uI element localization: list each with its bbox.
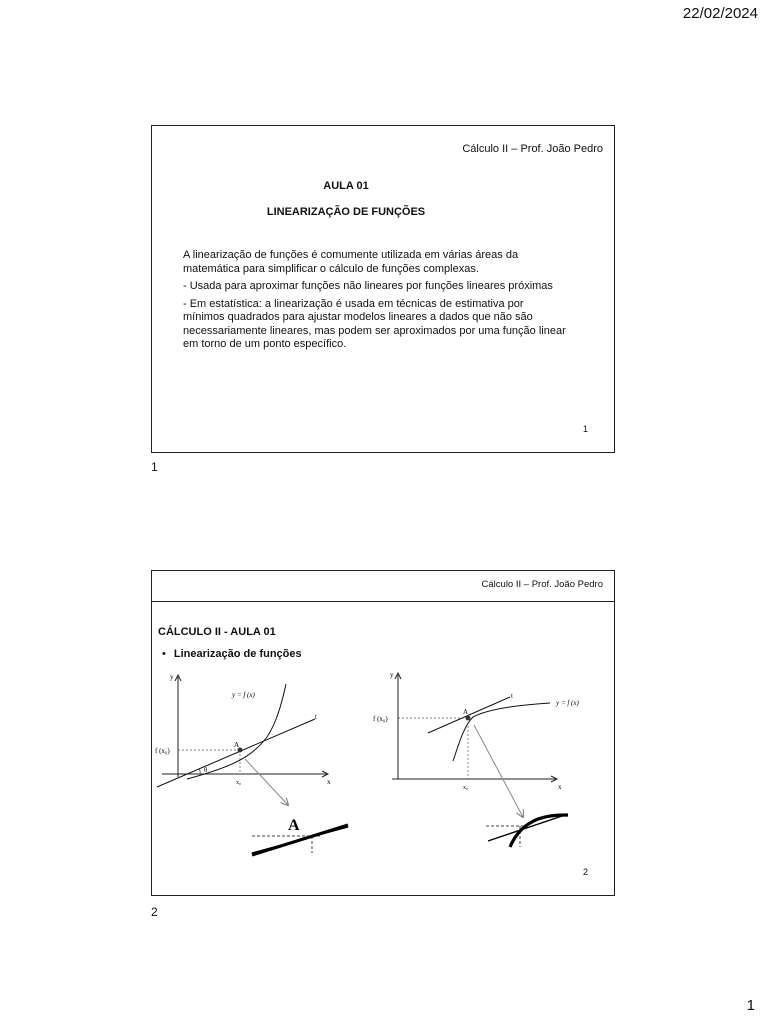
x0-label: x₀ bbox=[236, 780, 242, 786]
slide-subtitle: LINEARIZAÇÃO DE FUNÇÕES bbox=[266, 206, 426, 218]
y-axis-label: y bbox=[390, 671, 394, 679]
zoom-tangent bbox=[488, 814, 568, 841]
slide-title: AULA 01 bbox=[323, 180, 369, 192]
slide-header: Cálculo II – Prof. João Pedro bbox=[462, 143, 603, 155]
bullet-dot: • bbox=[162, 648, 166, 660]
paragraph-statistics: - Em estatística: a linearização é usada em técnicas de estimativa por mínimos quadrados para ajustar modelos lineares a dados que não são necessariamente lineares, mas podem ser aproximados por uma função linear em torno de um ponto específico. bbox=[183, 297, 566, 350]
fx-label: f (x₀) bbox=[373, 715, 388, 723]
bullet-item bbox=[162, 648, 302, 660]
slide-caption-2: 2 bbox=[151, 905, 158, 919]
x-axis-label: x bbox=[327, 778, 331, 786]
tangent-line bbox=[157, 719, 315, 787]
tangent-label: t bbox=[315, 713, 317, 721]
point-a-label: A bbox=[234, 741, 240, 749]
slide-title: CÁLCULO II - AULA 01 bbox=[158, 626, 276, 638]
slide-caption-1: 1 bbox=[151, 460, 158, 474]
fx-label: f (x₀) bbox=[155, 747, 170, 755]
curve-label: y = f (x) bbox=[556, 699, 579, 707]
figure-tangent-convex bbox=[152, 667, 352, 857]
tangent-line bbox=[428, 697, 510, 733]
angle-arc bbox=[199, 769, 200, 774]
zoom-arrow bbox=[474, 725, 523, 817]
page-date: 22/02/2024 bbox=[682, 5, 758, 22]
point-a-label: A bbox=[463, 708, 469, 716]
x-axis-label: x bbox=[558, 783, 562, 791]
slide-1 bbox=[151, 125, 615, 453]
angle-label: θ bbox=[204, 766, 208, 774]
zoom-tangent bbox=[252, 827, 348, 853]
header-divider bbox=[152, 601, 614, 602]
tangent-label: t bbox=[511, 692, 513, 700]
zoom-arrow bbox=[245, 759, 288, 805]
paragraph-usage: - Usada para aproximar funções não lineares por funções lineares próximas bbox=[183, 280, 553, 292]
y-axis-label: y bbox=[170, 673, 174, 681]
figure-tangent-concave bbox=[373, 667, 616, 857]
slide-2 bbox=[151, 570, 615, 896]
slide-number: 1 bbox=[582, 424, 588, 434]
curve-label: y = f (x) bbox=[232, 691, 255, 699]
page-number: 1 bbox=[746, 997, 755, 1014]
bullet-text: Linearização de funções bbox=[173, 648, 302, 660]
point-a bbox=[466, 716, 471, 721]
paragraph-intro: A linearização de funções é comumente utilizada em várias áreas da matemática para simplificar o cálculo de funções complexas. bbox=[183, 249, 519, 275]
zoom-point-label: A bbox=[288, 817, 300, 834]
x0-label: x₀ bbox=[463, 785, 469, 791]
slide-header: Cálculo II – Prof. João Pedro bbox=[481, 579, 603, 590]
slide-body bbox=[183, 249, 568, 356]
slide-number: 2 bbox=[582, 867, 588, 877]
